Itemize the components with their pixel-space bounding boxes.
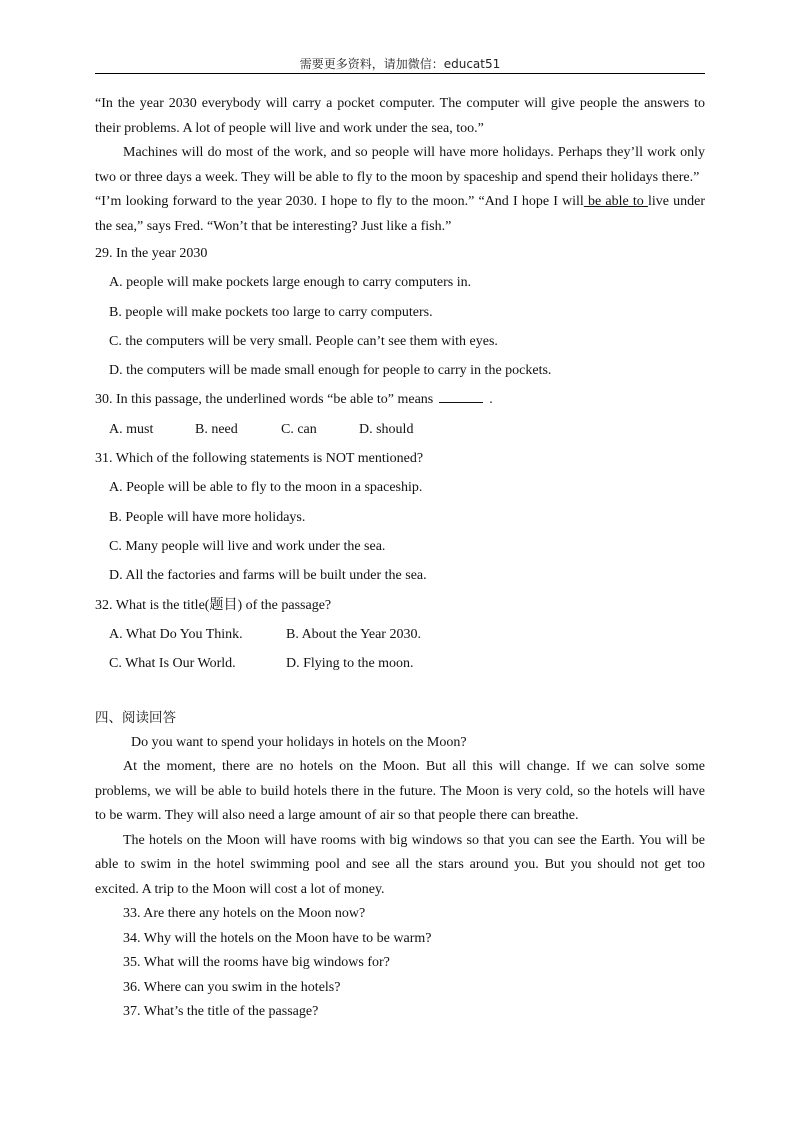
question-32-options-row1 <box>95 620 705 649</box>
question-29-option-d: D. the computers will be made small enough for people to carry in the pockets. <box>109 363 552 379</box>
document-body <box>95 92 705 1025</box>
question-31-option-d: D. All the factories and farms will be built under the sea. <box>109 568 427 584</box>
question-37: 37. What’s the title of the passage? <box>123 1004 319 1020</box>
passage1-paragraph3 <box>95 190 705 239</box>
question-30-stem-end: . <box>489 392 493 408</box>
passage1-p3-after: live under the sea,” says Fred. “Won’t that be interesting? Just like a fish.” <box>95 194 705 234</box>
passage1-p3-before: “I’m looking forward to the year 2030. I hope to fly to the moon.” “And I hope I will <box>95 194 584 209</box>
section-4-intro: Do you want to spend your holidays in hotels on the Moon? <box>131 734 467 750</box>
section-4-paragraph1: At the moment, there are no hotels on the Moon. But all this will change. If we can solve some problems, we will be able to build hotels there in the future. The Moon is very cold, so the hotels will have to be warm. They will also need a large amount of air so that people there can breathe. <box>95 759 705 824</box>
question-32-option-d: D. Flying to the moon. <box>286 656 414 672</box>
question-31-option-a: A. People will be able to fly to the moon in a spaceship. <box>109 480 423 496</box>
question-29-stem: 29. In the year 2030 <box>95 246 208 261</box>
question-29-option-b: B. people will make pockets too large to carry computers. <box>109 304 433 320</box>
question-30-option-b: B. need <box>195 421 238 437</box>
question-29-option-c: C. the computers will be very small. People can’t see them with eyes. <box>109 333 498 349</box>
question-35: 35. What will the rooms have big windows for? <box>123 955 390 971</box>
question-31-option-c: C. Many people will live and work under the sea. <box>109 538 386 554</box>
passage1-paragraph2: Machines will do most of the work, and so people will have more holidays. Perhaps they’ll work only two or three days a week. They will be able to fly to the moon by spaceship and spend their holidays there.” <box>95 145 705 185</box>
underlined-words: be able to <box>583 194 648 209</box>
question-30-stem <box>95 385 705 414</box>
question-30-stem-text: 30. In this passage, the underlined words “be able to” means <box>95 392 434 408</box>
question-36: 36. Where can you swim in the hotels? <box>123 979 341 995</box>
question-32-option-a: A. What Do You Think. <box>109 626 243 642</box>
question-30-option-a: A. must <box>109 421 154 437</box>
question-33: 33. Are there any hotels on the Moon now? <box>123 906 366 922</box>
question-34: 34. Why will the hotels on the Moon have to be warm? <box>123 930 432 946</box>
section-4-paragraph2: The hotels on the Moon will have rooms with big windows so that you can see the Earth. You will be able to swim in the hotel swimming pool and see all the stars around you. But you should not get too excited. A trip to the Moon will cost a lot of money. <box>95 832 705 897</box>
question-31-stem: 31. Which of the following statements is NOT mentioned? <box>95 451 424 467</box>
question-29-option-a: A. people will make pockets large enough to carry computers in. <box>109 275 472 291</box>
passage1-paragraph1: “In the year 2030 everybody will carry a pocket computer. The computer will give people the answers to their problems. A lot of people will live and work under the sea, too.” <box>95 96 705 136</box>
question-32-option-b: B. About the Year 2030. <box>286 626 421 642</box>
question-32-stem: 32. What is the title(题目) of the passage? <box>95 597 332 613</box>
question-30-options <box>95 415 705 444</box>
question-32-options-row2 <box>95 649 705 678</box>
question-30-option-c: C. can <box>281 421 317 437</box>
section-4-title: 四、阅读回答 <box>95 710 176 727</box>
page-header: 需要更多资料，请加微信：educat51 <box>299 57 501 71</box>
header-divider <box>95 73 705 74</box>
answer-blank <box>439 390 483 403</box>
question-31-option-b: B. People will have more holidays. <box>109 509 306 525</box>
question-32-option-c: C. What Is Our World. <box>109 656 236 672</box>
question-30-option-d: D. should <box>359 421 414 437</box>
